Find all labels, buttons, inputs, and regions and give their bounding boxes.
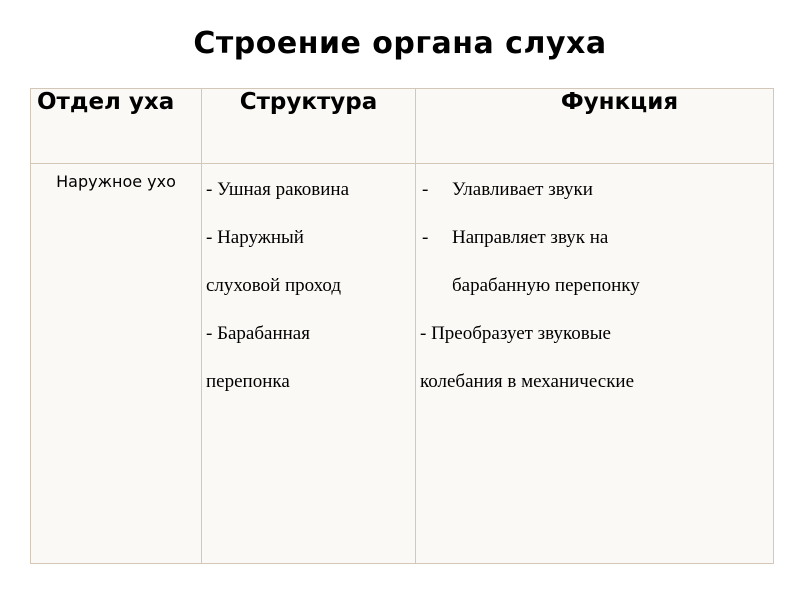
- function-text: Улавливает звуки: [452, 179, 593, 200]
- cell-section-name: Наружное ухо: [31, 164, 202, 564]
- page-title: Строение органа слуха: [193, 26, 607, 61]
- function-text: - Преобразует звуковые: [420, 323, 611, 344]
- table-row: [31, 164, 774, 564]
- function-item: [420, 214, 773, 262]
- header-function: Функция: [416, 89, 774, 164]
- function-text: колебания в механические: [420, 371, 635, 392]
- structure-line: - Ушная раковина: [206, 179, 350, 200]
- function-item: [420, 166, 773, 214]
- structure-line: - Наружный: [206, 227, 304, 248]
- cell-structure: [202, 164, 416, 564]
- structure-line: слуховой проход: [206, 275, 342, 296]
- function-text-continuation: барабанную перепонку: [452, 275, 640, 296]
- bullet-dash: -: [422, 179, 429, 200]
- cell-function: [416, 164, 774, 564]
- function-text: Направляет звук на: [452, 227, 609, 248]
- ear-structure-table: [30, 88, 774, 564]
- structure-line: - Барабанная: [206, 323, 310, 344]
- header-structure: Структура: [202, 89, 416, 164]
- header-section: Отдел уха: [31, 89, 202, 164]
- bullet-dash: -: [422, 227, 429, 248]
- structure-line: перепонка: [206, 371, 290, 392]
- table-header-row: [31, 89, 774, 164]
